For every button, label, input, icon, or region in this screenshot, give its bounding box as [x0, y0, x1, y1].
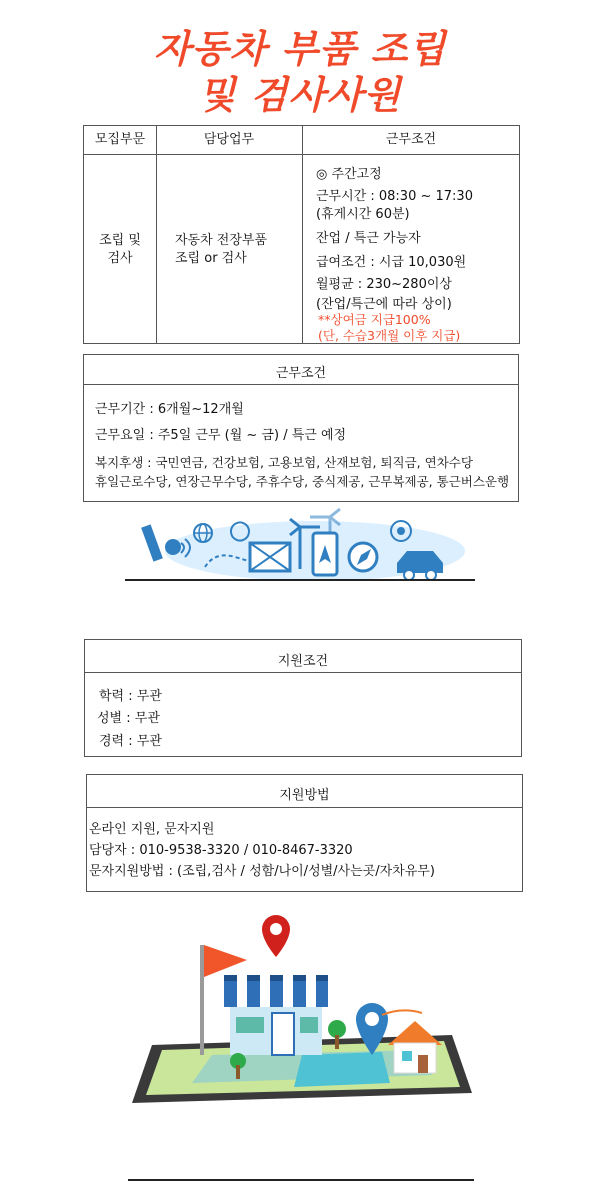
header-duty: 담당업무: [203, 132, 255, 147]
route-line: [382, 1010, 422, 1015]
smartphone-icon: [313, 533, 337, 575]
navigation-illustration: [125, 503, 475, 583]
compass-icon: [349, 543, 377, 571]
benefits-line1: 복지후생 : 국민연금, 건강보험, 고용보험, 산재보험, 퇴직금, 연차수당: [95, 455, 473, 470]
apply-method-line1: 온라인 지원, 문자지원: [89, 822, 215, 837]
store-building-icon: [224, 975, 328, 1055]
work-conditions-box: [83, 354, 519, 502]
page-title-line1: 자동차 부품 조립: [153, 27, 447, 71]
work-header: 근무조건: [275, 366, 327, 381]
dept-cell: 조립 및 검사: [99, 233, 141, 266]
recruit-table: [83, 125, 520, 344]
page-title-line2: 및 검사사원: [198, 73, 402, 117]
apply-conditions-box: [84, 639, 522, 757]
bonus-note: **상여금 지급100% (단, 수습3개월 이후 지급): [318, 312, 461, 343]
conditions-cell: ◎ 주간고정 근무시간 : 08:30 ~ 17:30 (휴게시간 60분) 잔업 / 특근 가능자 급여조건 : 시급 10,030원 월평균 : 230~280이상 (잔업/특근에 따라 상이): [316, 167, 473, 312]
career-requirement: 경력 : 무관: [99, 734, 162, 749]
red-location-pin-icon: [262, 915, 290, 957]
apply-cond-header: 지원조건: [277, 654, 329, 669]
work-period: 근무기간 : 6개월~12개월: [95, 402, 244, 417]
header-conditions: 근무조건: [385, 132, 437, 147]
bottom-divider: [128, 1179, 474, 1181]
education-requirement: 학력 : 무관: [99, 689, 162, 704]
apply-method-box: [86, 774, 523, 892]
work-days: 근무요일 : 주5일 근무 (월 ~ 금) / 특근 예정: [95, 428, 347, 443]
map-icon: [250, 543, 290, 571]
header-dept: 모집부문: [94, 132, 146, 147]
store-map-illustration: [122, 905, 478, 1115]
gender-requirement: 성별 : 무관: [97, 711, 160, 726]
sms-apply-format: 문자지원방법 : (조립,검사 / 성함/나이/성별/사는곳/자차유무): [89, 864, 435, 879]
duty-cell: 자동차 전장부품 조립 or 검사: [175, 233, 268, 266]
car-icon: [397, 551, 443, 580]
benefits-line2: 휴일근로수당, 연장근무수당, 주휴수당, 중식제공, 근무복제공, 통근버스운행: [95, 474, 510, 489]
apply-method-header: 지원방법: [279, 788, 330, 803]
house-icon: [388, 1021, 442, 1073]
contact-phone: 담당자 : 010-9538-3320 / 010-8467-3320: [89, 843, 353, 858]
